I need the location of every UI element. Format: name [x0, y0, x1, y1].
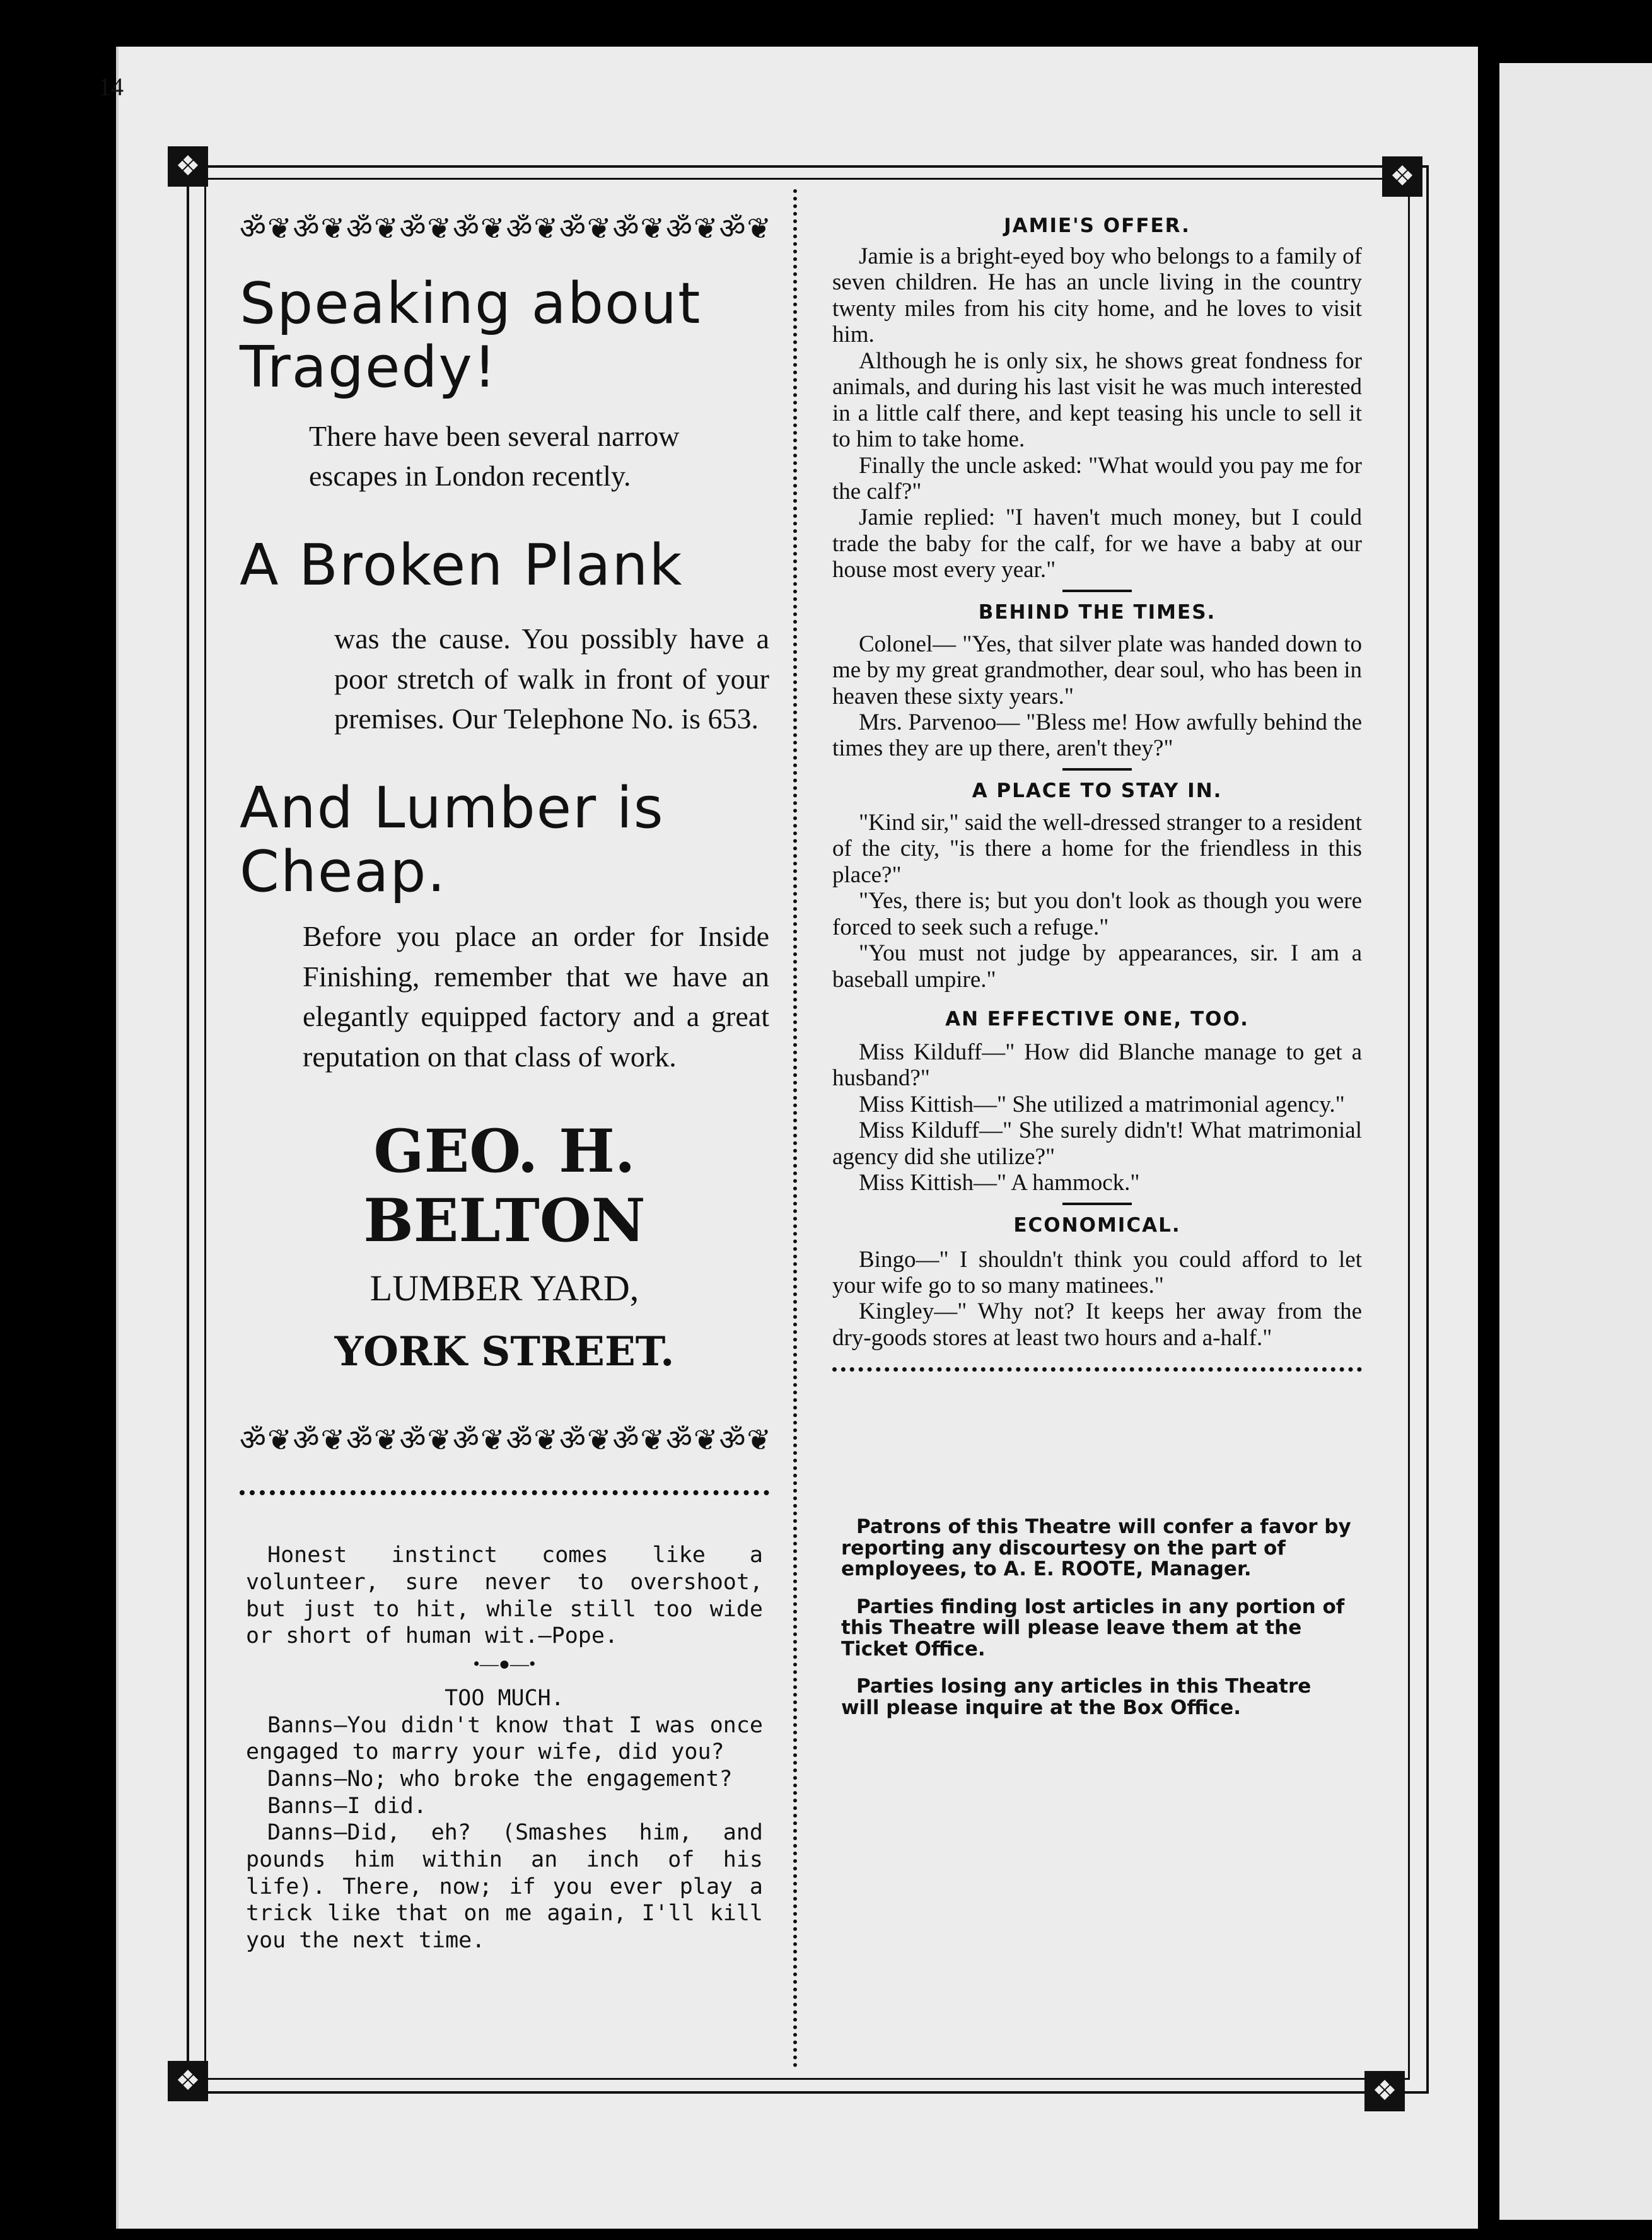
corner-ornament-top-left: ❖ [168, 146, 208, 187]
too-much-line: Danns—No; who broke the engagement? [267, 1766, 733, 1792]
notice-discourtesy: Patrons of this Theatre will confer a favor by reporting any discourtesy on the part of employees, to A. E. ROOTE, Manager. [841, 1515, 1351, 1581]
column-divider [793, 189, 797, 2068]
jamie-paragraph: Jamie is a bright-eyed boy who belongs to a family of seven children. He has an uncle living in the country twenty miles from his city home, and he loves to visit him. [832, 243, 1362, 348]
effective-one-story [832, 1039, 1362, 1196]
behind-times-title: BEHIND THE TIMES. [978, 600, 1216, 624]
jamie-paragraph: Although he is only six, he shows great fondness for animals, and during his last visit he was much interested in a little calf there, and kept teasing his uncle to sell it to him to take home. [832, 347, 1362, 453]
left-column [240, 208, 772, 1954]
ornament-border-top: ॐ❦ॐ❦ॐ❦ॐ❦ॐ❦ॐ❦ॐ❦ॐ❦ॐ❦ॐ❦ [240, 213, 772, 245]
effective-one-title: AN EFFECTIVE ONE, TOO. [945, 1007, 1249, 1030]
advertiser-name: GEO. H. BELTON [363, 1117, 646, 1256]
section-rule [1062, 1203, 1132, 1205]
advertiser-line: LUMBER YARD, [369, 1268, 639, 1309]
too-much-line: Danns—Did, eh? (Smashes him, and pounds him within an inch of his life). There, now; if you ever play a trick like that on me again, I'll kill you the next time. [246, 1820, 763, 1954]
place-to-stay-title: A PLACE TO STAY IN. [972, 779, 1223, 802]
jamie-title: JAMIE'S OFFER. [1004, 214, 1190, 237]
jamie-story [832, 243, 1362, 583]
ad-headline-lumber-cheap: And Lumber is Cheap. [240, 774, 665, 905]
ad-body-finishing: Before you place an order for Inside Finishing, remember that we have an elegantly equipped factory and a great reputation on that class of work. [303, 920, 769, 1073]
dotted-rule [240, 1490, 769, 1495]
ad-headline-broken-plank: A Broken Plank [240, 532, 683, 598]
too-much-line: Banns—I did. [267, 1793, 427, 1819]
effective-one-paragraph: Miss Kilduff—" She surely didn't! What matrimonial agency did she utilize?" [832, 1117, 1362, 1170]
behind-times-paragraph: Colonel— "Yes, that silver plate was handed down to me by my great grandmother, dear soul, who has been in heaven these sixty years." [832, 631, 1362, 709]
economical-title: ECONOMICAL. [1013, 1213, 1181, 1237]
ad-headline-tragedy: Speaking about Tragedy! [240, 271, 702, 400]
ad-body-cause: was the cause. You possibly have a poor stretch of walk in front of your premises. Our Telephone No. is 653. [334, 622, 769, 735]
jamie-paragraph: Finally the uncle asked: "What would you pay me for the calf?" [832, 452, 1362, 505]
ornament-border-bottom: ॐ❦ॐ❦ॐ❦ॐ❦ॐ❦ॐ❦ॐ❦ॐ❦ॐ❦ॐ❦ [240, 1424, 772, 1457]
behind-times-paragraph: Mrs. Parvenoo— "Bless me! How awfully behind the times they are up there, aren't they?" [832, 709, 1362, 762]
corner-ornament-bottom-right: ❖ [1364, 2071, 1405, 2111]
effective-one-paragraph: Miss Kittish—" She utilized a matrimonial agency." [859, 1091, 1345, 1117]
corner-ornament-top-right: ❖ [1382, 156, 1422, 197]
too-much-title: TOO MUCH. [445, 1685, 564, 1711]
advertiser-street: YORK STREET. [334, 1328, 675, 1376]
section-rule [1062, 768, 1132, 771]
pope-quote: Honest instinct comes like a volunteer, sure never to overshoot, but just to hit, while still too wide or short of human wit.—Pope. [246, 1543, 763, 1649]
dotted-rule [832, 1367, 1362, 1372]
ad-body-escapes: There have been several narrow escapes in London recently. [309, 419, 680, 493]
notice-losing-articles: Parties losing any articles in this Theatre will please inquire at the Box Office. [841, 1675, 1312, 1719]
too-much-line: Banns—You didn't know that I was once engaged to marry your wife, did you? [246, 1712, 763, 1765]
corner-ornament-bottom-left: ❖ [168, 2061, 208, 2101]
effective-one-paragraph: Miss Kittish—" A hammock." [859, 1170, 1140, 1196]
economical-story [832, 1247, 1362, 1351]
page-number: 14 [98, 73, 124, 101]
theatre-notices [832, 1517, 1362, 1718]
too-much-story [240, 1712, 769, 1954]
section-rule [1062, 590, 1132, 592]
adjacent-page-edge [1499, 63, 1652, 2220]
place-to-stay-paragraph: "You must not judge by appearances, sir. I am a baseball umpire." [832, 940, 1362, 993]
place-to-stay-paragraph: "Yes, there is; but you don't look as though you were forced to seek such a refuge." [832, 888, 1362, 940]
economical-paragraph: Kingley—" Why not? It keeps her away from the dry-goods stores at least two hours and a-half." [832, 1298, 1362, 1351]
place-to-stay-story [832, 810, 1362, 993]
right-column [832, 214, 1362, 1718]
effective-one-paragraph: Miss Kilduff—" How did Blanche manage to get a husband?" [832, 1039, 1362, 1092]
place-to-stay-paragraph: "Kind sir," said the well-dressed stranger to a resident of the city, "is there a home for the friendless in this place?" [832, 809, 1362, 888]
behind-times-story [832, 631, 1362, 762]
notice-lost-articles: Parties finding lost articles in any portion of this Theatre will please leave them at the Ticket Office. [841, 1595, 1345, 1660]
jamie-paragraph: Jamie replied: "I haven't much money, but I could trade the baby for the calf, for we have a baby at our house most every year." [832, 505, 1362, 583]
economical-paragraph: Bingo—" I shouldn't think you could afford to let your wife go to so many matinees." [832, 1246, 1362, 1298]
small-divider: •—●—• [473, 1653, 536, 1674]
